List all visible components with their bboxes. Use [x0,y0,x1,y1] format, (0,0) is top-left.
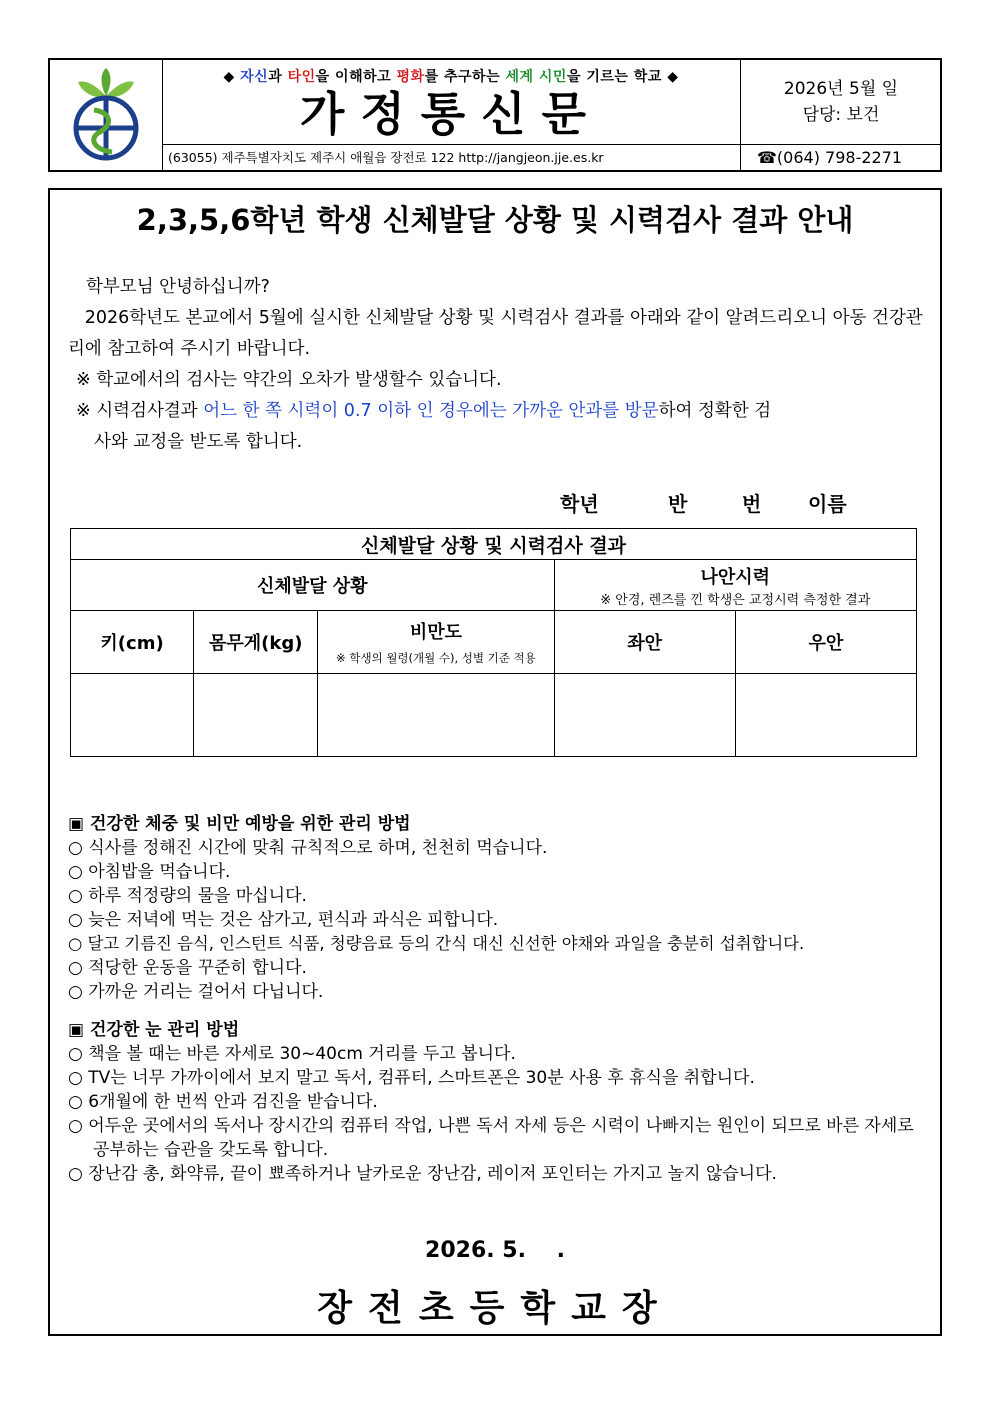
weight-column-header: 몸무게(kg) [194,611,318,674]
student-info-line [560,488,847,517]
list-item: ○ 아침밥을 먹습니다. [68,862,231,882]
newsletter-header [48,58,942,172]
grade-label: 학년 [560,492,599,516]
results-table [70,528,917,757]
uncorrected-vision-header: 나안시력 ※ 안경, 렌즈를 낀 학생은 교정시력 측정한 결과 [554,560,916,611]
notice-body [48,188,942,1336]
school-address: (63055) 제주특별자치도 제주시 애월읍 장전로 122 http://jangjeon.jje.es.kr [162,144,740,170]
note-eye-check-continued: 사와 교정을 받도록 합니다. [94,432,303,452]
list-item: ○ 하루 적정량의 물을 마십니다. [68,886,307,906]
name-label: 이름 [808,492,847,516]
eye-section-title: ▣ 건강한 눈 관리 방법 [68,1020,240,1040]
height-value-cell[interactable] [71,674,194,757]
list-item: ○ 어두운 곳에서의 독서나 장시간의 컴퓨터 작업, 나쁜 독서 자세 등은 시력이 나빠지는 원인이 되므로 바른 자세로 공부하는 습관을 갖도록 합니다. [68,1116,914,1160]
list-item: ○ 적당한 운동을 꾸준히 합니다. [68,958,307,978]
list-item: ○ 달고 기름진 음식, 인스턴트 식품, 청량음료 등의 간식 대신 신선한 야채와 과일을 충분히 섭취합니다. [68,934,805,953]
note-error: ※ 학교에서의 검사는 약간의 오차가 발생할수 있습니다. [76,370,502,390]
obesity-column-header: 비만도 ※ 학생의 월령(개월 수), 성별 기준 적용 [318,611,554,674]
newsletter-title: 가정통신문 [299,87,603,141]
list-item: ○ 6개월에 한 번씩 안과 검진을 받습니다. [68,1092,378,1112]
list-item: ○ 장난감 총, 화약류, 끝이 뾰족하거나 날카로운 장난감, 레이저 포인터는 가지고 놀지 않습니다. [68,1164,777,1184]
right-eye-column-header: 우안 [735,611,916,674]
obesity-value-cell[interactable] [318,674,554,757]
eye-care-section [68,1018,928,1186]
number-label: 번 [742,492,762,516]
greeting: 학부모님 안녕하십니까? [86,277,270,297]
issue-date: 2026년 5월 일 [783,79,899,99]
school-emblem-icon [50,60,163,170]
principal-signature: 장전초등학교장 [317,1288,673,1329]
note-eye-check: ※ 시력검사결과 어느 한 쪽 시력이 0.7 이하 인 경우에는 가까운 안과를 방문하여 정확한 검 [76,401,772,421]
header-center [162,60,740,170]
school-motto: ◆ 자신과 타인을 이해하고 평화를 추구하는 세계 시민을 기르는 학교 ◆ [223,69,679,85]
weight-section-title: ▣ 건강한 체중 및 비만 예방을 위한 관리 방법 [68,814,411,834]
body-development-header: 신체발달 상황 [71,560,555,611]
list-item: ○ 식사를 정해진 시간에 맞춰 규칙적으로 하며, 천천히 먹습니다. [68,838,548,858]
vision-note: ※ 안경, 렌즈를 낀 학생은 교정시력 측정한 결과 [600,592,871,608]
list-item: ○ TV는 너무 가까이에서 보지 말고 독서, 컴퓨터, 스마트폰은 30분 사용 후 휴식을 취합니다. [68,1068,755,1088]
obesity-note: ※ 학생의 월령(개월 수), 성별 기준 적용 [336,651,536,665]
staff-in-charge: 담당: 보건 [802,105,880,125]
intro-paragraph: 2026학년도 본교에서 5월에 실시한 신체발달 상황 및 시력검사 결과를 아래와 같이 알려드리오니 아동 건강관리에 참고하여 주시기 바랍니다. [68,308,923,359]
list-item: ○ 가까운 거리는 걸어서 다닙니다. [68,982,324,1002]
notice-heading: 2,3,5,6학년 학생 신체발달 상황 및 시력검사 결과 안내 [136,203,854,237]
right-eye-value-cell[interactable] [735,674,916,757]
weight-value-cell[interactable] [194,674,318,757]
list-item: ○ 늦은 저녁에 먹는 것은 삼가고, 편식과 과식은 피합니다. [68,910,499,930]
weight-management-section [68,812,928,1004]
intro-text [68,272,926,458]
list-item: ○ 책을 볼 때는 바른 자세로 30~40cm 거리를 두고 봅니다. [68,1044,516,1064]
left-eye-value-cell[interactable] [554,674,735,757]
left-eye-column-header: 좌안 [554,611,735,674]
table-caption: 신체발달 상황 및 시력검사 결과 [71,529,917,560]
footer-date: 2026. 5. . [425,1238,565,1263]
height-column-header: 키(cm) [71,611,194,674]
phone-number: ☎(064) 798-2271 [741,144,941,170]
header-right [740,60,941,170]
class-label: 반 [668,492,688,516]
